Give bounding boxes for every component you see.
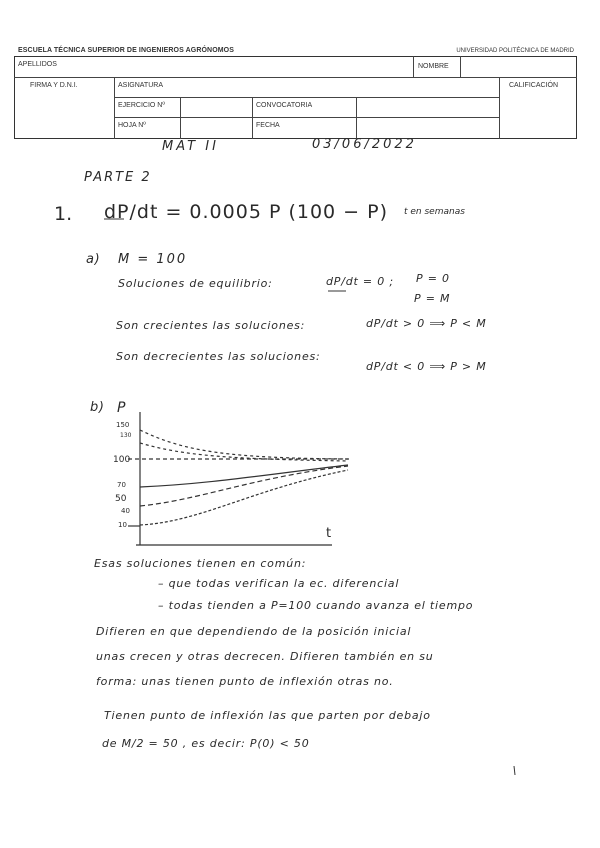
tick-label: 70 (117, 481, 126, 489)
decreasing-text: Son decrecientes las soluciones: (116, 350, 321, 363)
tick-label: 50 (115, 494, 127, 504)
decreasing-condition: dP/dt < 0 ⟹ P > M (366, 360, 487, 373)
p-axis-label: P (117, 400, 127, 416)
carrying-capacity: M = 100 (118, 252, 188, 267)
tick-label: 40 (121, 507, 130, 515)
apellidos-label: APELLIDOS (18, 61, 57, 68)
time-unit-note: t en semanas (404, 207, 465, 217)
increasing-text: Son crecientes las soluciones: (116, 319, 306, 332)
equilibrium-pm: P = M (414, 292, 451, 305)
ejercicio-label: EJERCICIO Nº (118, 102, 165, 109)
difference-line-3: forma: unas tienen punto de inflexión otras no. (96, 675, 394, 688)
differential-equation: dP/dt = 0.0005 P (100 − P) (104, 201, 388, 223)
tick-label: 150 (116, 421, 130, 429)
subject-text: MAT II (162, 139, 219, 154)
common-point-1: – que todas verifican la ec. diferencial (158, 577, 400, 590)
common-heading: Esas soluciones tienen en común: (94, 557, 307, 570)
school-name: ESCUELA TÉCNICA SUPERIOR DE INGENIEROS AGRÓNOMOS (18, 47, 234, 54)
calificacion-label: CALIFICACIÓN (509, 82, 559, 89)
inflection-line-2: de M/2 = 50 , es decir: P(0) < 50 (102, 737, 310, 750)
t-axis-label: t (326, 526, 332, 541)
tick-label: 10 (118, 521, 127, 529)
firma-label: FIRMA Y D.N.I. (30, 82, 78, 89)
convocatoria-label: CONVOCATORIA (256, 102, 313, 109)
date-text: 03/06/2022 (312, 137, 417, 152)
difference-line-1: Difieren en que dependiendo de la posición inicial (96, 625, 412, 638)
university-name: UNIVERSIDAD POLITÉCNICA DE MADRID (456, 48, 574, 54)
asignatura-label: ASIGNATURA (118, 82, 163, 89)
equilibrium-text: Soluciones de equilibrio: (118, 277, 273, 290)
part-heading: PARTE 2 (84, 170, 152, 185)
increasing-condition: dP/dt > 0 ⟹ P < M (366, 317, 487, 330)
common-point-2: – todas tienden a P=100 cuando avanza el tiempo (158, 599, 474, 612)
nombre-label: NOMBRE (418, 63, 449, 70)
pen-mark (514, 766, 515, 775)
tick-label: 130 (120, 432, 132, 439)
part-a-label: a) (86, 252, 101, 267)
tick-label: 100 (113, 455, 131, 465)
inflection-line-1: Tienen punto de inflexión las que parten por debajo (104, 709, 431, 722)
hoja-label: HOJA Nº (118, 122, 146, 129)
difference-line-2: unas crecen y otras decrecen. Difieren también en su (96, 650, 434, 663)
equilibrium-condition: dP/dt = 0 ; (326, 275, 394, 288)
problem-number: 1. (54, 203, 73, 225)
part-b-label: b) (90, 400, 105, 415)
fecha-label: FECHA (256, 122, 280, 129)
equilibrium-p0: P = 0 (416, 272, 450, 285)
